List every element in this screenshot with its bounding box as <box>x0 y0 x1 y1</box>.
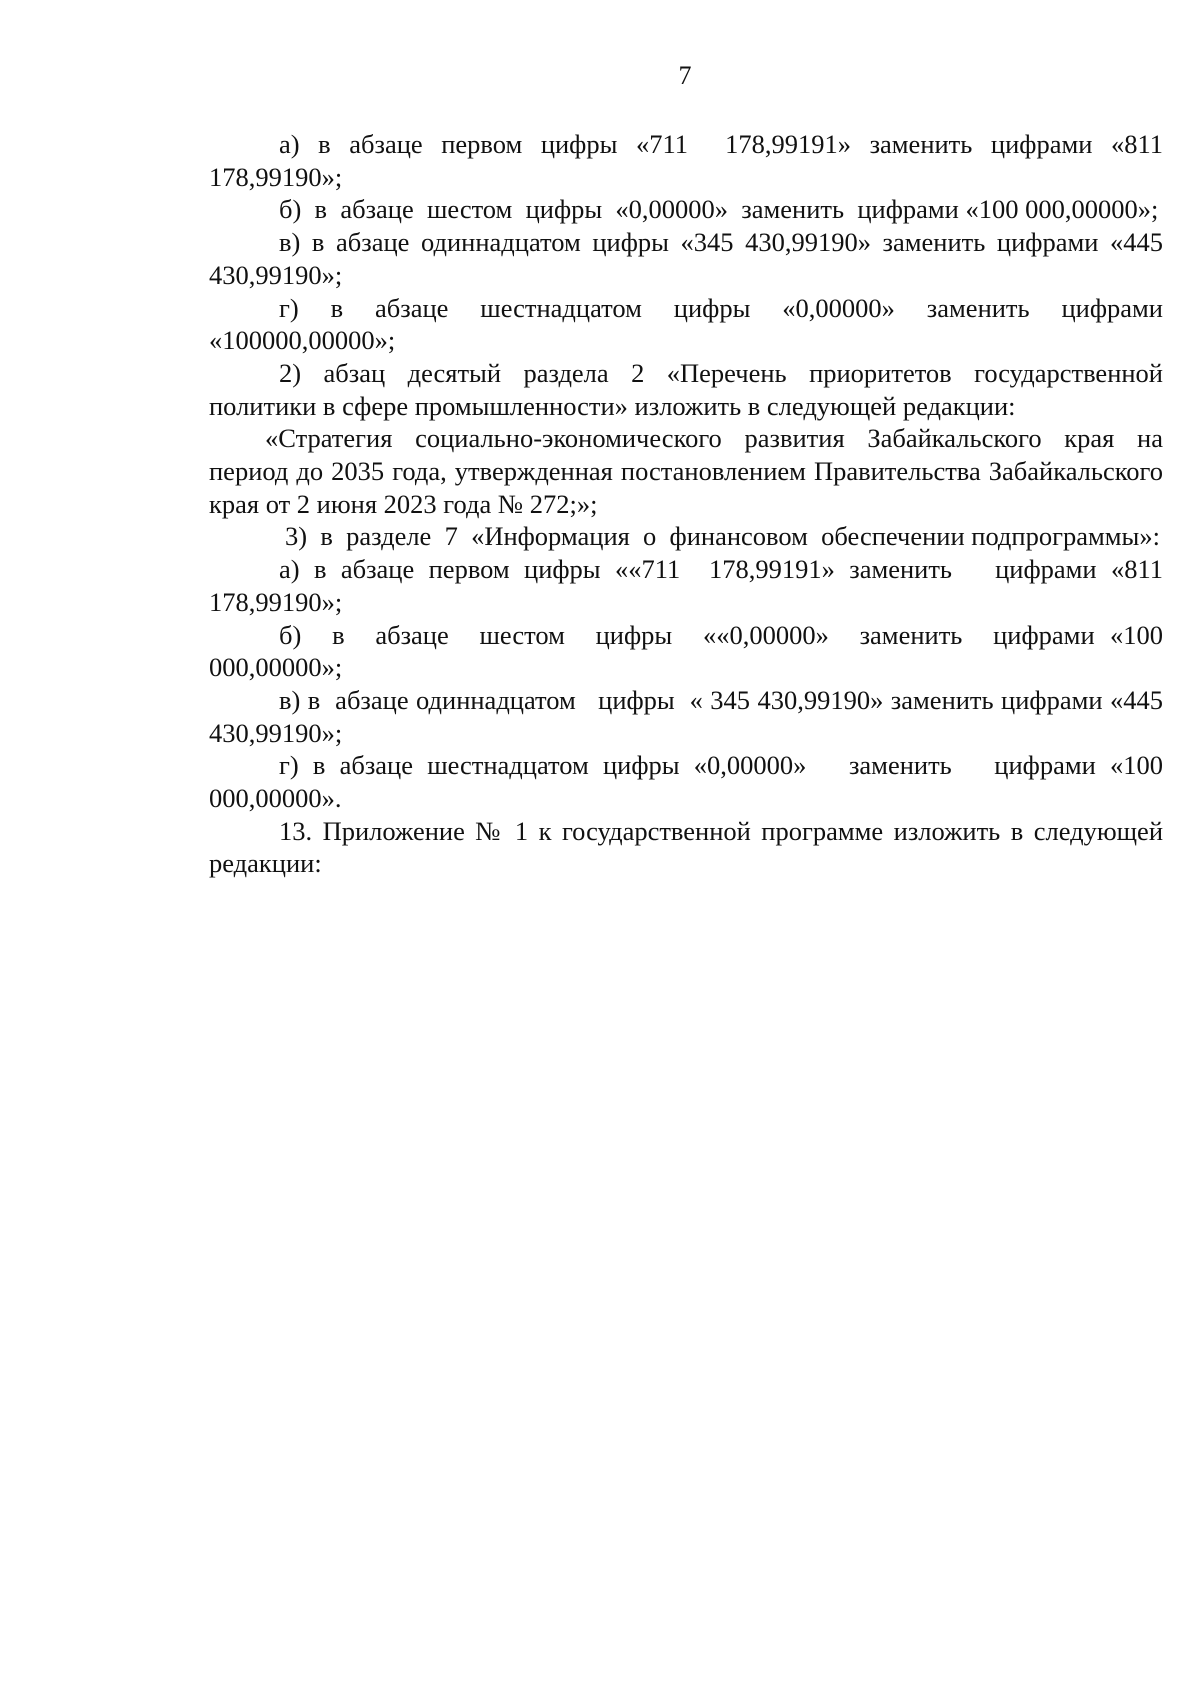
paragraph-subitem-a: а) в абзаце первом цифры «711 178,99191» заменить цифрами «811 178,99190»; <box>209 129 1170 192</box>
paragraph-subitem-g: г) в абзаце шестнадцатом цифры «0,00000» заменить цифрами «100000,00000»; <box>209 292 1170 356</box>
paragraph-item-3: 3) в разделе 7 «Информация о финансовом обеспечении подпрограммы»: <box>285 521 1160 552</box>
paragraph-subitem-a: а) в абзаце первом цифры ««711 178,99191» заменить цифрами «811 178,99190»; <box>209 554 1170 617</box>
paragraph-item-13: 13. Приложение № 1 к государственной программе изложить в следующей редакции: <box>209 815 1170 879</box>
paragraph-subitem-v: в) в абзаце одиннадцатом цифры «345 430,99190» заменить цифрами «445 430,99190»; <box>209 227 1170 290</box>
paragraph-subitem-g: г) в абзаце шестнадцатом цифры «0,00000» заменить цифрами «100 000,00000». <box>209 750 1170 814</box>
paragraph-strategy-quote: «Стратегия социально-экономического развития Забайкальского края на период до 2035 года, утвержденная постановлением Правительства Забайкальского края от 2 июня 2023 года № 272;»; <box>209 423 1170 519</box>
paragraph-item-2: 2) абзац десятый раздела 2 «Перечень приоритетов государственной политики в сфере промышленности» изложить в следующей редакции: <box>209 357 1170 421</box>
paragraph-subitem-b: б) в абзаце шестом цифры «0,00000» заменить цифрами «100 000,00000»; <box>279 194 1159 225</box>
paragraph-subitem-b: б) в абзаце шестом цифры ««0,00000» заменить цифрами «100 000,00000»; <box>209 619 1170 683</box>
paragraph-subitem-v: в) в абзаце одиннадцатом цифры « 345 430,99190» заменить цифрами «445 430,99190»; <box>209 684 1170 748</box>
document-body <box>209 128 1170 880</box>
page-number: 7 <box>678 61 692 90</box>
